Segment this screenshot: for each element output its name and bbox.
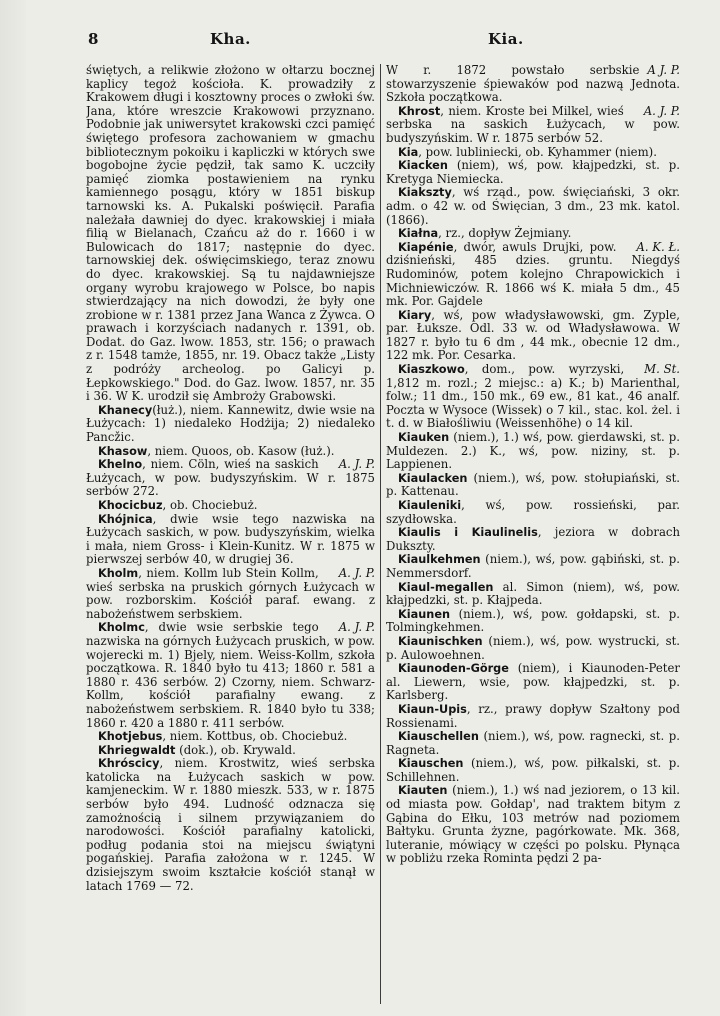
dictionary-entry <box>86 621 375 730</box>
entry-headword: Khriegwaldt <box>98 743 176 757</box>
entry-headword: Kiałna <box>398 227 439 241</box>
dictionary-entry <box>386 227 680 241</box>
entry-text: (niem), i Kiaunoden-Peter al. Liewern, wsie, pow. kłajpedzki, st. p. Karlsberg. <box>386 661 680 703</box>
entry-headword: Kholm <box>98 566 139 580</box>
entry-text: , dom., pow. wyrzyski, 1,812 m. rozl.; 2 miejsc.: a) K.; b) Marienthal, folw.; 11 dm., 150 mk., 69 ew., 81 kat., 46 analf. Poczta w Wysoce (Wissek) o 7 kil., stac. kol. żel. i t. d. w Białośliwiu (Weissenhöhe) o 14 kil. <box>386 362 680 431</box>
entry-text: (niem.), wś, pow. gołdapski, st. p. Tolmingkehmen. <box>386 606 680 635</box>
dictionary-entry <box>386 784 680 866</box>
dictionary-entry <box>386 472 680 499</box>
entry-text: , niem. Krostwitz, wieś serbska katolicka na Łużycach saskich w pow. kamjeneckim. W r. 1880 mieszk. 533, w r. 1875 serbów było 494. Ludność odznacza się zamożnością i silnem przywiązaniem do narodowości. Kościół parafialny katolicki, podług podania stoi na miejscu świątyni pogańskiej. Parafia założona w r. 1245. W dzisiejszym swoim kształcie kościół stanął w latach 1769 — 72. <box>86 756 375 893</box>
entry-text: , rz., prawy dopływ Szałtony pod Rossienami. <box>386 701 680 730</box>
entry-signature: A. J. P. <box>643 103 680 118</box>
entry-text: (niem.), wś, pow. ragnecki, st. p. Ragneta. <box>386 729 680 757</box>
entry-text: (niem.), wś, pow. piłkalski, st. p. Schillehnen. <box>386 756 680 784</box>
entry-text: świętych, a relikwie złożono w ołtarzu bocznej kaplicy tegoż kościoła. K. prowadziły z Krakowem długi i kosztowny proces o zwłoki św. Jana, które wreszcie Krakowowi przyznano. Podobnie jak uniwersytet krakowski czci pamięć świętego profesora zachowaniem w gmachu bibliotecznym pokoiku i kapliczki w których swe bogobojne życie pędził, tak samo K. uczciły pamięć ziomka postawieniem na rynku kamiennego posągu, który w 1851 biskup tarnowski ks. A. Pukalski poświęcił. Parafia należała dawniej do dyec. krakowskiej i miała filią w Bielanach, Czańcu aż do r. 1660 i w Bulowicach do 1817; następnie do dyec. tarnowskiej dek. oświęcimskiego, teraz znowu do dyec. krakowskiej. Są tu najdawniejsze organy wyrobu krajowego w Polsce, bo napis stwierdzający na nich dowodzi, że były one zrobione w r. 1381 przez Jana Wanca z Żywca. O prawach i korzyściach nadanych r. 1391, ob. Dodat. do Gaz. lwow. 1853, str. 156; o prawach z r. 1548 tamże, 1855, nr. 19. Obacz także „Listy z podróży archeolog. po Galicyi p. Łepkowskiego." Dod. do Gaz. lwow. 1857, nr. 35 i 36. W K. urodził się Ambroży Grabowski. <box>86 64 375 404</box>
dictionary-entry <box>386 64 680 105</box>
entry-text: , niem. Cöln, wieś na saskich Łużycach, w pow. budyszyńskim. W r. 1875 serbów 272. <box>86 457 375 499</box>
entry-headword: Khelno <box>98 458 143 472</box>
entry-text: , niem. Quoos, ob. Kasow (łuż.). <box>147 443 335 458</box>
dictionary-entry <box>86 730 375 744</box>
entry-signature: A. K. Ł. <box>636 239 680 254</box>
entry-headword: Kiaulis i Kiaulinelis <box>398 526 538 540</box>
dictionary-entry <box>386 431 680 472</box>
entry-headword: Kiaszkowo <box>398 363 465 377</box>
dictionary-entry <box>386 363 680 431</box>
right-running-head: Kia. <box>488 30 524 48</box>
entry-text: W r. 1872 powstało serbskie stowarzyszenie śpiewaków pod nazwą Jednota. Szkoła początkowa. <box>386 64 680 105</box>
dictionary-entry <box>386 703 680 730</box>
entry-text: (niem.), 1.) wś, pow. gierdawski, st. p. Muldezen. 2.) K., wś, pow. niziny, st. p. Lappienen. <box>386 430 680 472</box>
entry-text: (niem.), wś, pow. wystrucki, st. p. Aulowoehnen. <box>386 633 680 662</box>
column-divider <box>380 64 381 1004</box>
entry-text: (niem.), 1.) wś nad jeziorem, o 13 kil. od miasta pow. Gołdap', nad traktem bitym z Gąbina do Ełku, 103 metrów nad poziomem Bałtyku. Grunta żyzne, pagórkowate. Mk. 368, luteranie, mówiący w części po polsku. Płynąca w pobliżu rzeka Rominta pędzi 2 pa- <box>386 783 680 866</box>
dictionary-entry <box>86 757 375 893</box>
entry-headword: Kiauleniki <box>398 499 462 512</box>
right-column <box>386 64 680 1004</box>
dictionary-entry <box>86 404 375 445</box>
entry-headword: Khasow <box>98 444 148 458</box>
entry-headword: Kholmc <box>98 621 145 635</box>
dictionary-entry <box>86 567 375 621</box>
entry-text: , niem. Kroste bei Milkel, wieś serbska na saskich Łużycach, w pow. budyszyńskim. W r. 1875 serbów 52. <box>386 103 680 145</box>
entry-text: , dwie wsie serbskie tego nazwiska na górnych Łużycach pruskich, w pow. wojerecki m. 1) Bjely, niem. Weiss-Kollm, szkoła początkowa. R. 1840 było tu 413; 1860 r. 581 a 1880 r. 436 serbów. 2) Czorny, niem. Schwarz-Kollm, kościół parafialny ewang. z nabożeństwem serbskiem. R. 1840 było tu 338; 1860 r. 420 a 1880 r. 411 serbów. <box>86 620 375 730</box>
dictionary-entry <box>386 608 680 635</box>
dictionary-entry <box>86 744 375 758</box>
entry-headword: Kiaulkehmen <box>398 553 481 567</box>
entry-text: , wś, pow. rossieński, par. szydłowska. <box>386 498 680 526</box>
entry-signature: A J. P. <box>647 64 680 77</box>
dictionary-entry <box>386 241 680 309</box>
entry-text: , dwie wsie tego nazwiska na Łużycach saskich, w pow. budyszyńskim, wielka i mała, niem Gross- i Klein-Kunitz. W r. 1875 w pierwszej serbów 40, w drugiej 36. <box>86 511 375 567</box>
left-running-head: Kha. <box>210 30 251 48</box>
entry-headword: Khrost <box>398 104 441 118</box>
dictionary-entry <box>86 513 375 567</box>
entry-text: al. Simon (niem), wś, pow. kłajpedzki, st. p. Kłajpeda. <box>386 579 680 608</box>
entry-text: (niem), wś, pow. kłajpedzki, st. p. Kretyga Niemiecka. <box>386 158 680 186</box>
page-number: 8 <box>88 30 99 48</box>
entry-text: , niem. Kollm lub Stein Kollm, wieś serbska na pruskich górnych Łużycach w pow. rozborskim. Kościół paraf. ewang. z nabożeństwem serbskiem. <box>86 565 375 621</box>
entry-headword: Khróscicy <box>98 757 160 771</box>
entry-headword: Kiauten <box>398 784 448 798</box>
entry-headword: Kiauschellen <box>398 730 479 744</box>
entry-text: (dok.), ob. Krywald. <box>175 742 296 757</box>
entry-headword: Khotjebus <box>98 730 163 744</box>
entry-text: , jeziora w dobrach Dukszty. <box>386 525 680 553</box>
entry-text: , ob. Chociebuż. <box>162 498 258 512</box>
dictionary-entry <box>86 458 375 499</box>
entry-headword: Kiauschen <box>398 757 464 771</box>
entry-text: (niem.), wś, pow. gąbiński, st. p. Nemmersdorf. <box>386 552 680 580</box>
dictionary-entry <box>386 159 680 186</box>
dictionary-entry <box>86 499 375 513</box>
entry-headword: Kiaulacken <box>398 471 468 485</box>
dictionary-entry <box>386 635 680 662</box>
entry-headword: Kiapénie <box>398 240 454 254</box>
entry-text: , dwór, awuls Drujki, pow. dziśnieński, 485 dzies. gruntu. Niegdyś Rudominów, potem kolejno Chrapowickich i Michniewiczów. R. 1866 wś K. miała 5 dm., 45 mk. Por. Gajdele <box>386 239 680 309</box>
entry-signature: A. J. P. <box>338 457 375 472</box>
dictionary-entry <box>386 730 680 757</box>
entry-headword: Kiakszty <box>398 186 452 200</box>
entry-text: , pow. lubliniecki, ob. Kyhammer (niem). <box>418 144 657 159</box>
dictionary-entry <box>386 526 680 553</box>
entry-text: , wś, pow władysławowski, gm. Zyple, par. Łuksze. Odl. 33 w. od Władysławowa. W 1827 r. było tu 6 dm , 44 mk., obecnie 12 dm., 122 mk. Por. Cesarka. <box>386 307 680 363</box>
entry-text: (łuż.), niem. Kannewitz, dwie wsie na Łużycach: 1) niedaleko Hodżija; 2) niedaleko Pancžic. <box>86 402 375 445</box>
page-edge-shadow <box>0 0 26 1016</box>
entry-headword: Khocicbuz <box>98 499 163 512</box>
entry-text: , rz., dopływ Żejmiany. <box>438 226 572 241</box>
dictionary-entry <box>86 64 375 404</box>
dictionary-entry <box>386 757 680 784</box>
entry-headword: Kiaunen <box>398 607 451 621</box>
entry-headword: Khójnica <box>98 512 153 526</box>
entry-headword: Kiaun-Upis <box>398 702 467 716</box>
dictionary-entry <box>386 553 680 580</box>
entry-headword: Kiaul-megallen <box>398 580 494 594</box>
entry-text: (niem.), wś, pow. stołupiański, st. p. Kattenau. <box>386 470 680 499</box>
dictionary-entry <box>386 499 680 526</box>
entry-signature: A. J. P. <box>338 620 375 635</box>
dictionary-entry <box>386 146 680 160</box>
dictionary-entry <box>86 445 375 459</box>
dictionary-entry <box>386 186 680 227</box>
entry-headword: Khanecy <box>98 403 153 417</box>
entry-headword: Kiaunoden-Görge <box>398 662 509 676</box>
dictionary-entry <box>386 581 680 608</box>
entry-text: , wś rząd., pow. święciański, 3 okr. adm. o 42 w. od Święcian, 3 dm., 23 mk. katol. (1866). <box>386 185 680 227</box>
entry-headword: Kiauken <box>398 431 450 445</box>
entry-headword: Kiary <box>398 308 432 322</box>
dictionary-entry <box>386 105 680 146</box>
entry-headword: Kiaunischken <box>398 634 483 648</box>
dictionary-entry <box>386 662 680 703</box>
entry-text: , niem. Kottbus, ob. Chociebuż. <box>162 729 348 744</box>
entry-signature: M. St. <box>644 362 680 377</box>
entry-headword: Kiacken <box>398 159 448 173</box>
dictionary-entry <box>386 309 680 363</box>
entry-headword: Kia <box>398 145 419 159</box>
left-column <box>86 64 375 1004</box>
entry-signature: A. J. P. <box>338 565 375 580</box>
